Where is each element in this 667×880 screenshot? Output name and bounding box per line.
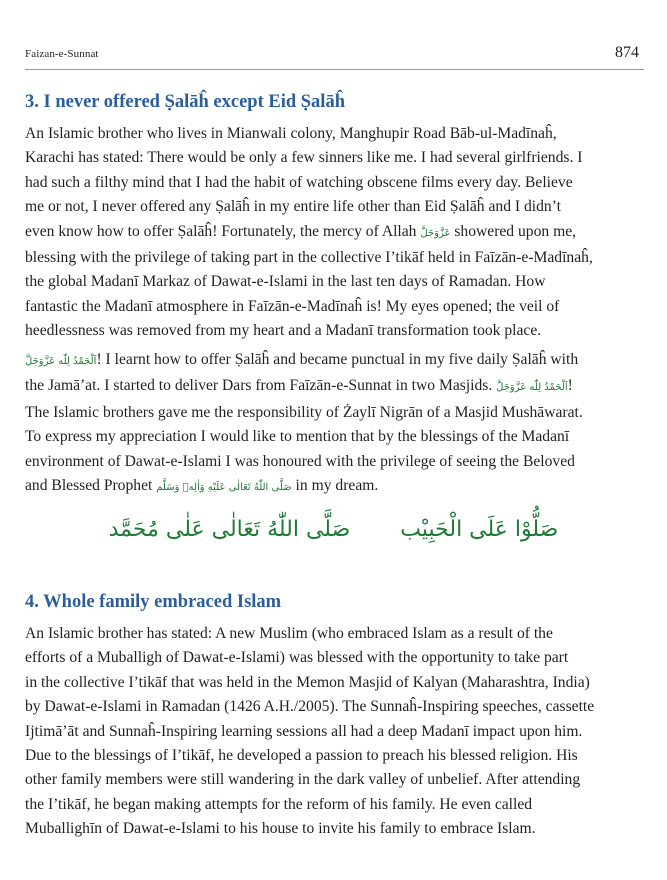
paragraph-text: ! The Islamic brothers gave me the responsibility of Żaylī Nigrān of a Masjid Mushāwarat. To express my appreciation I would like to mention that by the blessings of the Madanī environment of Dawat-e-Islami I was honoured with the privilege of seeing the Beloved and Blessed Prophet [25, 377, 583, 495]
arabic-alhamdulillah: اَلْحَمْدُ لِلّٰه عَزَّوَجَلَّ [25, 356, 97, 367]
salawat-left: صَلَّى اللّٰهُ تَعَالٰى عَلٰى مُحَمَّد [108, 517, 351, 542]
section-4-heading: 4. Whole family embraced Islam [25, 592, 282, 612]
paragraph-text: An Islamic brother who lives in Mianwali colony, Manghupir Road Bāb-ul-Madīnaĥ, Karachi has stated: There would be only a few sinners like me. I had several girlfriends. I had such a filthy mind that I had the habit of watching obscene films every day. Believe me or not, I never offered any Ṣalāĥ in my entire life other than Eid Ṣalāĥ and I didn’t even know how to offer Ṣalāĥ! Fortunately, the mercy of Allah [25, 125, 583, 240]
running-title: Faizan-e-Sunnat [25, 48, 99, 60]
salawat-right: صَلُّوْا عَلَى الْحَبِيْب [400, 517, 559, 542]
salawat-line [0, 517, 667, 542]
arabic-alhamdulillah: اَلْحَمْدُ لِلّٰه عَزَّوَجَلَّ [496, 382, 568, 394]
header-divider [25, 69, 644, 70]
section-4-paragraph: An Islamic brother has stated: A new Muslim (who embraced Islam as a result of the efforts of a Muballigh of Dawat-e-Islami) was blessed with the opportunity to take part in the collective I’tikāf that was held in the Memon Masjid of Kalyan (Maharashtra, India) by Dawat-e-Islami in Ramadan (1426 A.H./2005). The Sunnaĥ-Inspiring speeches, cassette Ijtimā’āt and Sunnaĥ-Inspiring learning sessions all had a deep Madanī impact upon him. Due to the blessings of I’tikāf, he developed a passion to preach his blessed religion. His other family members were still wandering in the dark valley of unbelief. After attending the I’tikāf, he began making attempts for the reform of his family. He even called Muballighīn of Dawat-e-Islami to his house to invite his family to embrace Islam. [25, 625, 595, 838]
arabic-honorific: عَزَّوَجَلَّ [420, 227, 451, 239]
paragraph-text: ! I learnt how to offer Ṣalāĥ and became punctual in my five daily Ṣalāĥ with the Jamā’at. I started to deliver Dars from Faīzān-e-Sunnat in two Masjids. [25, 351, 579, 395]
paragraph-text: in my dream. [291, 477, 379, 495]
page-number: 874 [615, 44, 639, 61]
section-3-paragraph-2 [25, 348, 642, 500]
paragraph-text: showered upon me, blessing with the privilege of taking part in the collective I’tikāf held in Faīzān-e-Madīnaĥ, the global Madanī Markaz of Dawat-e-Islami in the last ten days of Ramadan. How fantastic the Madanī atmosphere in Faīzān-e-Madīnaĥ is! My eyes opened; the veil of heedlessness was removed from my heart and a Madanī transformation took place. [25, 222, 593, 340]
arabic-salutation: صَلَّى اللّٰهُ تَعَالٰى عَلَيْهِ وَاٰلِهٖ وَسَلَّم [156, 482, 292, 494]
section-3-heading: 3. I never offered Ṣalāĥ except Eid Ṣalāĥ [25, 92, 345, 112]
section-3-paragraph-1 [25, 122, 642, 344]
